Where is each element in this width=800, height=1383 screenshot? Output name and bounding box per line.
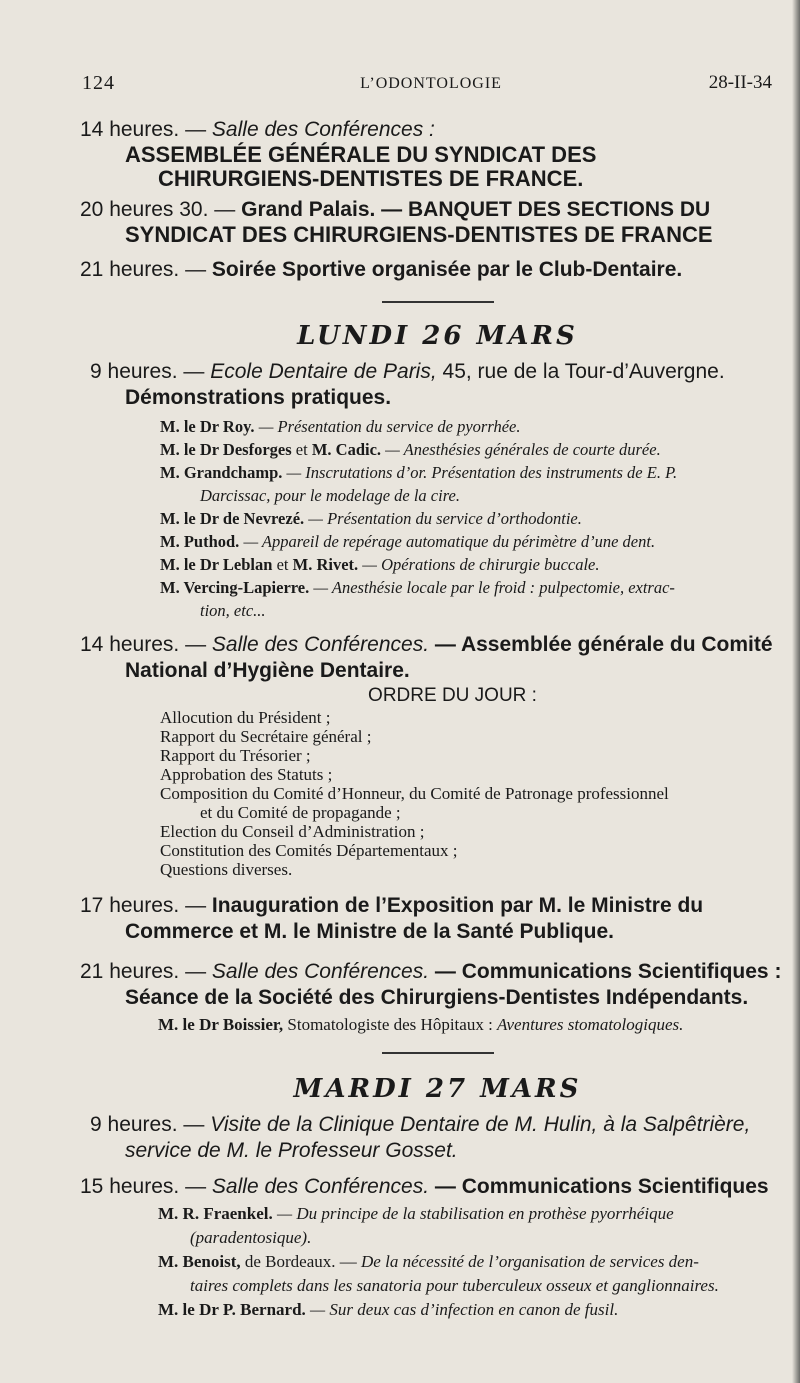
role: Stomatologiste des Hôpitaux :	[283, 1015, 498, 1034]
agenda-item: Allocution du Président ;	[160, 708, 331, 727]
dash: —	[179, 633, 212, 656]
topic: — Opérations de chirurgie buccale.	[358, 555, 600, 574]
dash: —	[177, 360, 211, 383]
conjunction: et	[272, 555, 293, 574]
agenda-item: Election du Conseil d’Administration ;	[160, 822, 425, 841]
list-item-continued	[160, 484, 795, 507]
list-item	[158, 1298, 795, 1322]
entry-20h30	[80, 197, 795, 223]
agenda-item: Approbation des Statuts ;	[160, 765, 333, 784]
time: 14 heures.	[80, 633, 180, 656]
demo-heading	[80, 385, 795, 411]
text: Séance de la Société des Chirurgiens-Dentistes Indépendants.	[125, 986, 749, 1009]
agenda-item: Constitution des Comités Départementaux ;	[160, 841, 458, 860]
text: Démonstrations pratiques.	[125, 386, 392, 409]
entry-14h-lundi	[80, 632, 795, 658]
agenda-list	[80, 708, 795, 879]
entry-17h	[80, 893, 795, 919]
list-item	[160, 530, 795, 553]
time: 15 heures.	[80, 1175, 180, 1198]
topic-continued: Darcissac, pour le modelage de la cire.	[200, 486, 460, 505]
speaker: M. Benoist,	[158, 1252, 241, 1271]
demo-list	[80, 415, 795, 622]
list-item-continued	[160, 599, 795, 622]
entry-14h	[80, 117, 795, 143]
time: 14 heures.	[80, 118, 180, 141]
dash: —	[179, 118, 212, 141]
dash: —	[177, 1113, 211, 1136]
speaker: M. Vercing-Lapierre.	[160, 578, 310, 597]
agenda-item: Composition du Comité d’Honneur, du Comité de Patronage professionnel	[160, 784, 669, 803]
text: service de M. le Professeur Gosset.	[125, 1139, 458, 1162]
time: 21 heures.	[80, 960, 180, 983]
page-number: 124	[82, 72, 115, 94]
issue-date: 28-II-34	[708, 72, 772, 93]
list-item	[158, 1250, 795, 1274]
page-edge-shadow	[792, 0, 800, 1383]
page-content	[80, 117, 795, 1322]
list-item	[160, 507, 795, 530]
list-item	[160, 461, 795, 484]
dash: —	[179, 258, 212, 281]
day-heading-lundi: LUNDI 26 MARS	[297, 321, 578, 351]
ministers-line	[80, 919, 795, 945]
speaker: M. Grandchamp.	[160, 463, 283, 482]
place: Salle des Conférences.	[211, 1175, 430, 1198]
text: — Assemblée générale du Comité	[429, 633, 773, 656]
topic: — Anesthésies générales de courte durée.	[381, 440, 661, 459]
service-line	[80, 1138, 795, 1164]
agenda-item-continued: et du Comité de propagande ;	[200, 803, 401, 822]
text: Soirée Sportive organisée par le Club-Dentaire.	[211, 258, 683, 281]
text: Grand Palais. — BANQUET DES SECTIONS DU	[241, 198, 711, 221]
time: 20 heures 30.	[80, 198, 209, 221]
day-heading-mardi: MARDI 27 MARS	[293, 1074, 582, 1104]
speaker-2: M. Rivet.	[292, 555, 359, 574]
list-item	[160, 438, 795, 461]
place: Salle des Conférences.	[211, 960, 430, 983]
dash: —	[208, 198, 242, 221]
list-item	[160, 553, 795, 576]
title-line-1: ASSEMBLÉE GÉNÉRALE DU SYNDICAT DES	[125, 142, 597, 167]
dash: —	[179, 894, 212, 917]
place: Salle des Conférences :	[211, 118, 435, 141]
entry-21h	[80, 257, 795, 283]
lecture-item	[80, 1013, 795, 1036]
entry-21h-lundi	[80, 959, 795, 985]
entry-9h	[80, 359, 795, 385]
speaker: M. le Dr Leblan	[160, 555, 273, 574]
speaker-2: M. Cadic.	[311, 440, 382, 459]
topic: — Sur deux cas d’infection en canon de fusil.	[305, 1300, 619, 1319]
journal-title: L’ODONTOLOGIE	[360, 75, 502, 92]
list-item-continued	[158, 1226, 795, 1250]
agenda-item: Rapport du Secrétaire général ;	[160, 727, 372, 746]
agenda-item: Questions diverses.	[160, 860, 293, 879]
place: Ecole Dentaire de Paris,	[210, 360, 437, 383]
speaker: M. le Dr Roy.	[160, 417, 255, 436]
time: 9 heures.	[90, 360, 178, 383]
list-item	[158, 1202, 795, 1226]
list-item-continued	[158, 1274, 795, 1298]
time: 17 heures.	[80, 894, 180, 917]
topic-continued: taires complets dans les sanatoria pour tuberculeux osseux et ganglionnaires.	[190, 1276, 719, 1295]
topic: — Appareil de repérage automatique du périmètre d’une dent.	[239, 532, 656, 551]
text: National d’Hygiène Dentaire.	[125, 659, 410, 682]
list-item	[160, 576, 795, 599]
society-line	[80, 985, 795, 1011]
time: 9 heures.	[90, 1113, 178, 1136]
text: Inauguration de l’Exposition par M. le Ministre du	[211, 894, 704, 917]
agenda-item: Rapport du Trésorier ;	[160, 746, 311, 765]
topic-continued: tion, etc...	[200, 601, 266, 620]
text: — Communications Scientifiques :	[429, 960, 782, 983]
divider	[382, 301, 494, 303]
list-item	[160, 415, 795, 438]
committee-name	[80, 658, 795, 684]
topic: — Anesthésie locale par le froid : pulpectomie, extrac-	[309, 578, 675, 597]
time: 21 heures.	[80, 258, 180, 281]
topic-continued: (paradentosique).	[190, 1228, 312, 1247]
divider	[382, 1052, 494, 1054]
speaker: M. R. Fraenkel.	[158, 1204, 273, 1223]
speaker: M. le Dr P. Bernard.	[158, 1300, 306, 1319]
entry-9h-mardi	[80, 1112, 795, 1138]
topic: — Inscrutations d’or. Présentation des instruments de E. P.	[282, 463, 678, 482]
place: Salle des Conférences.	[211, 633, 430, 656]
text: Visite de la Clinique Dentaire de M. Hulin, à la Salpêtrière,	[210, 1113, 751, 1136]
topic: Aventures stomatologiques.	[497, 1015, 684, 1034]
topic: — Présentation du service de pyorrhée.	[254, 417, 521, 436]
dash: —	[179, 1175, 212, 1198]
topic: De la nécessité de l’organisation de services den-	[361, 1252, 699, 1271]
banquet-line-2: SYNDICAT DES CHIRURGIENS-DENTISTES DE FRANCE	[125, 222, 713, 247]
entry-15h	[80, 1174, 795, 1200]
address: 45, rue de la Tour-d’Auvergne.	[436, 360, 725, 383]
topic: — Présentation du service d’orthodontie.	[304, 509, 582, 528]
page-header	[82, 72, 780, 100]
agenda-heading: ORDRE DU JOUR :	[368, 685, 537, 706]
speaker: M. le Dr Boissier,	[158, 1015, 284, 1034]
text: Commerce et M. le Ministre de la Santé Publique.	[125, 920, 614, 943]
communications-list	[80, 1202, 795, 1322]
speaker: M. le Dr Desforges	[160, 440, 292, 459]
dash: —	[179, 960, 212, 983]
title-line-2: CHIRURGIENS-DENTISTES DE FRANCE.	[158, 166, 584, 191]
speaker: M. Puthod.	[160, 532, 240, 551]
origin: de Bordeaux. —	[240, 1252, 362, 1271]
text: — Communications Scientifiques	[429, 1175, 769, 1198]
speaker: M. le Dr de Nevrezé.	[160, 509, 305, 528]
conjunction: et	[291, 440, 312, 459]
topic: — Du principe de la stabilisation en prothèse pyorrhéique	[272, 1204, 674, 1223]
